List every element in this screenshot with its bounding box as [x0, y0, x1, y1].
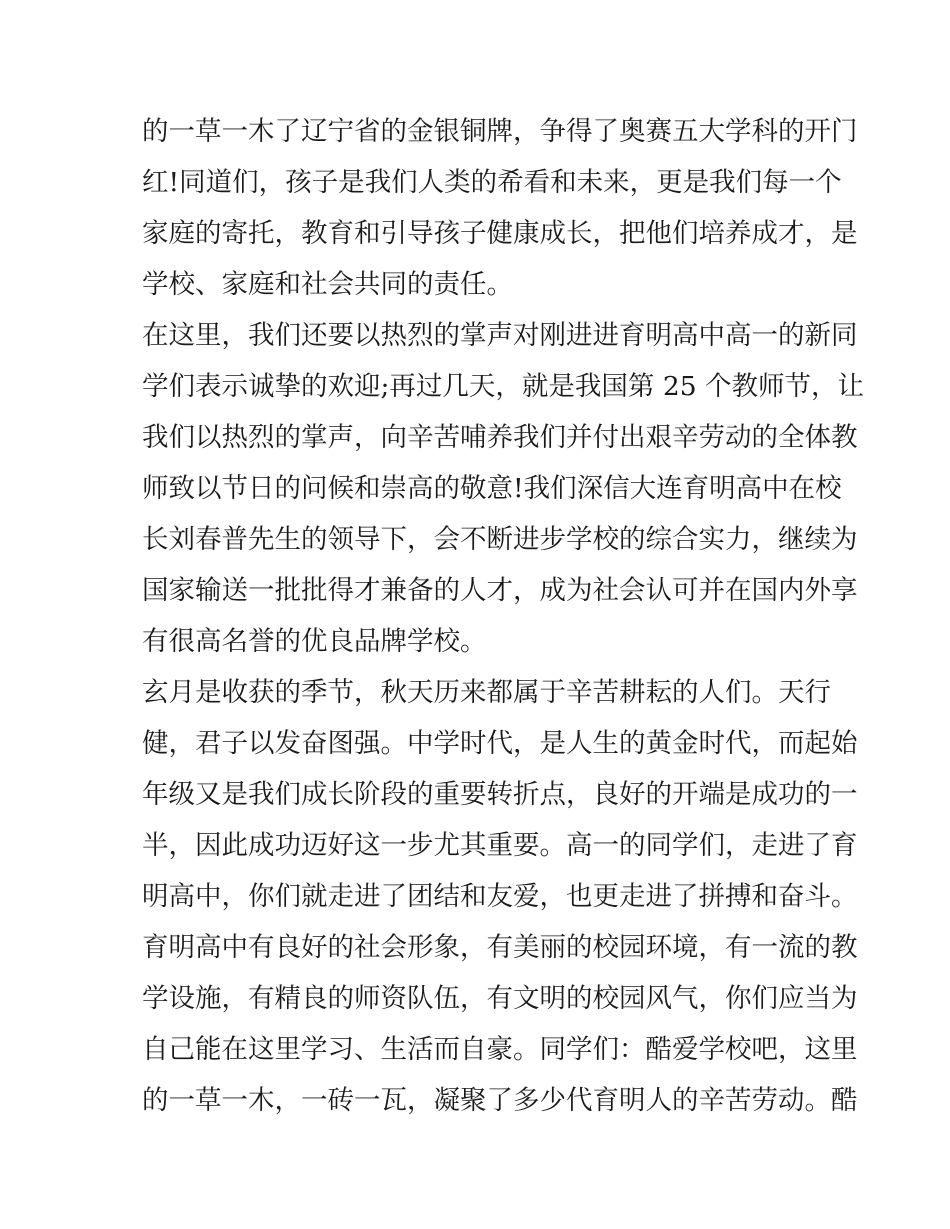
text-line: 玄月是收获的季节，秋天历来都属于辛苦耕耘的人们。天行 — [142, 677, 831, 708]
text-line: 年级又是我们成长阶段的重要转折点，良好的开端是成功的一 — [142, 779, 858, 810]
text-line: 育明高中有良好的社会形象，有美丽的校园环境，有一流的教 — [142, 932, 858, 963]
text-line: 家庭的寄托，教育和引导孩子健康成长，把他们培养成才，是 — [142, 218, 858, 249]
text-line: 在这里，我们还要以热烈的掌声对刚进进育明高中高一的新同 — [142, 320, 858, 351]
text-line: 学校、家庭和社会共同的责任。 — [142, 269, 513, 300]
text-line: 国家输送一批批得才兼备的人才，成为社会认可并在国内外享 — [142, 575, 858, 606]
paragraph-2 — [142, 310, 864, 667]
text-line: 有很高名誉的优良品牌学校。 — [142, 626, 487, 657]
text-line: 的一草一木了辽宁省的金银铜牌，争得了奥赛五大学科的开门 — [142, 116, 858, 147]
text-line: 师致以节日的问候和崇高的敬意!我们深信大连育明高中在校 — [142, 473, 842, 504]
text-line: 红!同道们，孩子是我们人类的希看和未来，更是我们每一个 — [142, 167, 842, 198]
text-line: 长刘春普先生的领导下，会不断进步学校的综合实力，继续为 — [142, 524, 858, 555]
paragraph-3 — [142, 667, 858, 1126]
document-body — [142, 106, 864, 1126]
text-line: 明高中，你们就走进了团结和友爱，也更走进了拼搏和奋斗。 — [142, 881, 858, 912]
text-line: 学设施，有精良的师资队伍，有文明的校园风气，你们应当为 — [142, 983, 858, 1014]
text-line: 自己能在这里学习、生活而自豪。同学们：酷爱学校吧，这里 — [142, 1034, 858, 1065]
paragraph-1 — [142, 106, 858, 310]
text-line: 健，君子以发奋图强。中学时代，是人生的黄金时代，而起始 — [142, 728, 858, 759]
text-line: 的一草一木，一砖一瓦，凝聚了多少代育明人的辛苦劳动。酷 — [142, 1085, 858, 1116]
text-line: 半，因此成功迈好这一步尤其重要。高一的同学们，走进了育 — [142, 830, 858, 861]
text-line: 学们表示诚挚的欢迎;再过几天，就是我国第 25 个教师节，让 — [142, 371, 864, 402]
text-line: 我们以热烈的掌声，向辛苦哺养我们并付出艰辛劳动的全体教 — [142, 422, 858, 453]
